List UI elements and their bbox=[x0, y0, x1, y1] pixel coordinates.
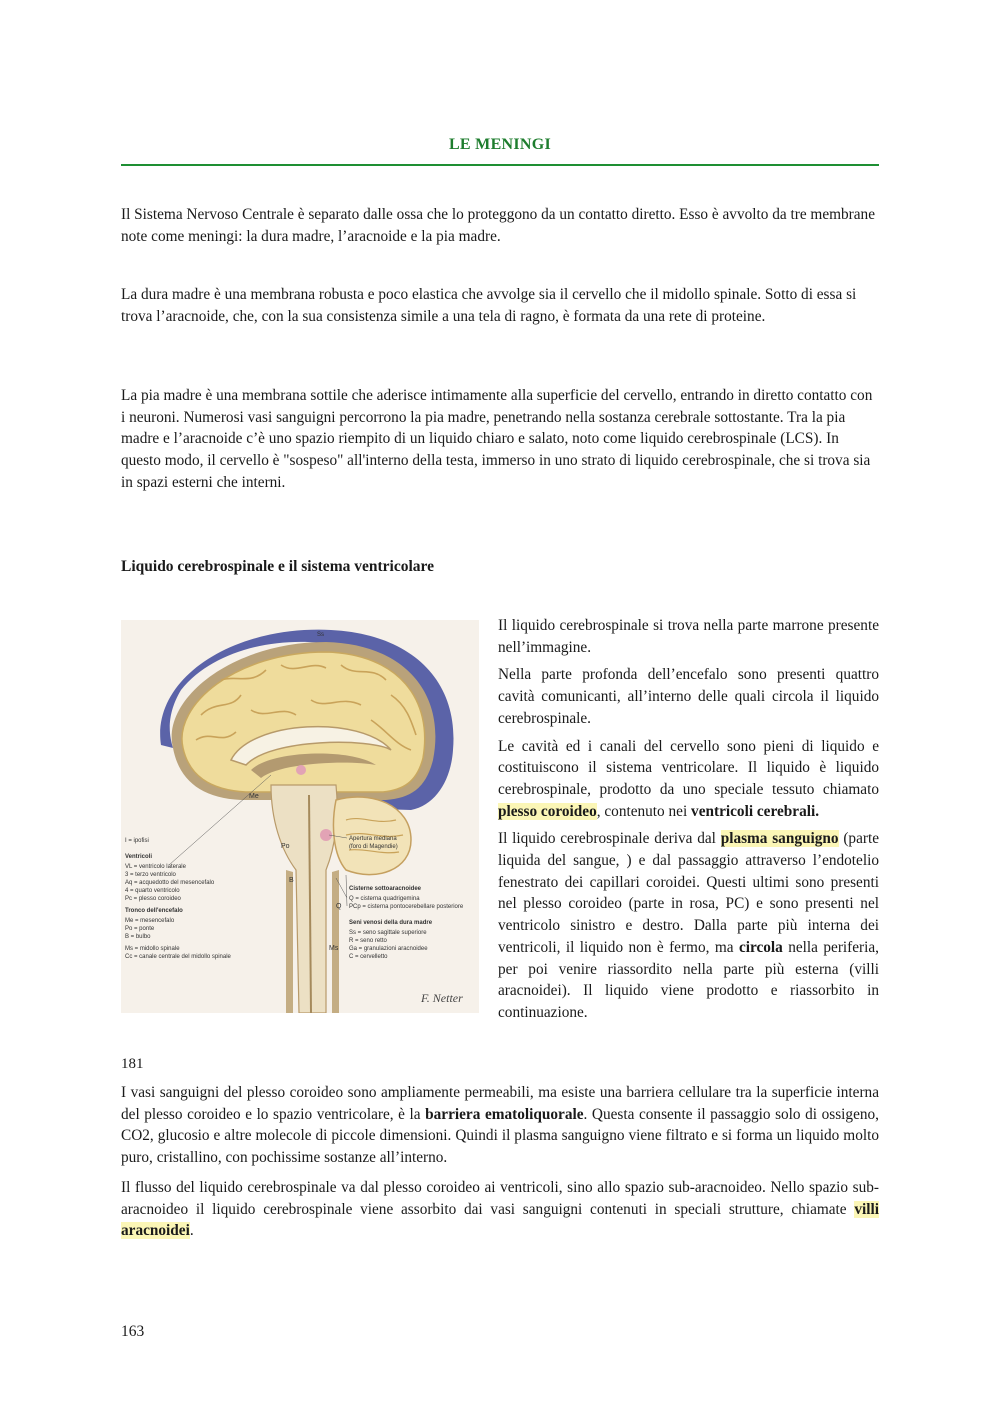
highlight-plesso-coroideo: plesso coroideo bbox=[498, 802, 597, 820]
section-paragraph-4 bbox=[498, 828, 879, 1023]
legend-right-0: Apertura mediana bbox=[349, 836, 397, 842]
legend-left-2: VL = ventricolo laterale bbox=[125, 864, 186, 870]
label-me: Me bbox=[249, 793, 259, 800]
legend-left-9: Po = ponte bbox=[125, 926, 155, 932]
legend-right-5: Seni venosi della dura madre bbox=[349, 920, 433, 926]
title-divider bbox=[121, 164, 879, 166]
label-b: B bbox=[289, 877, 294, 884]
p3-text-a: Le cavità ed i canali del cervello sono pieni di liquido e costituiscono il sistema ventricolare. Il liquido è liquido cerebrospinale, prodotto da uno speciale tessuto chiamato bbox=[498, 737, 879, 798]
legend-left-11: Ms = midollo spinale bbox=[125, 946, 180, 952]
intro-paragraph-2: La dura madre è una membrana robusta e poco elastica che avvolge sia il cervello che il midollo spinale. Sotto di essa si trova l’aracnoide, che, con la sua consistenza simile a una tela di ragno, è formata da una rete di proteine. bbox=[121, 286, 857, 325]
label-q: Q bbox=[336, 903, 342, 910]
legend-left-0: I = ipofisi bbox=[125, 838, 149, 844]
bottom-paragraph-1 bbox=[121, 1082, 879, 1169]
legend-right-2: Cisterne sottoaracnoidee bbox=[349, 886, 422, 892]
section-paragraph-3 bbox=[498, 736, 879, 823]
legend-left-1: Ventricoli bbox=[125, 854, 153, 860]
label-ms: Ms bbox=[329, 945, 339, 952]
right-column-text bbox=[498, 615, 879, 1030]
bottom-paragraph-2 bbox=[121, 1177, 879, 1242]
label-ss: Ss bbox=[317, 632, 325, 638]
page-title: LE MENINGI bbox=[448, 136, 552, 153]
figure-number: 181 bbox=[121, 1056, 144, 1072]
legend-left-3: 3 = terzo ventricolo bbox=[125, 872, 176, 878]
brain-illustration bbox=[121, 620, 479, 1013]
legend-left-6: Pc = plesso coroideo bbox=[125, 896, 181, 902]
section-heading: Liquido cerebrospinale e il sistema ventricolare bbox=[121, 558, 434, 575]
p4-text-b: (parte liquida del sangue, ) e dal passaggio attraverso l’endotelio fenestrato dei capillari coroidei. Questi ultimi sono presenti nel plesso coroideo (parte in rosa, PC) e sono presenti nel ventricolo sinistro e destro. Dalla parte più interna dei ventricoli, il liquido non è fermo, ma bbox=[498, 830, 879, 956]
p4-text-a: Il liquido cerebrospinale deriva dal bbox=[498, 830, 721, 848]
artist-signature: F. Netter bbox=[421, 991, 463, 1005]
legend-right-7: R = seno retto bbox=[349, 938, 387, 944]
legend-left-10: B = bulbo bbox=[125, 934, 151, 940]
legend-left-12: Cc = canale centrale del midollo spinale bbox=[125, 954, 231, 960]
label-po: Po bbox=[281, 843, 290, 850]
intro-paragraph-3: La pia madre è una membrana sottile che aderisce intimamente alla superficie del cervello, entrando in diretto contatto con i neuroni. Numerosi vasi sanguigni percorrono la pia madre, penetrando nella sostanza cerebrale sottostante. Tra la pia madre e l’aracnoide c’è uno spazio riempito di un liquido chiaro e salato, noto come liquido cerebrospinale (LCS). In questo modo, il cervello è "sospeso" all'interno della testa, immerso in uno strato di liquido cerebrospinale, che si trova sia in spazi esterni che interni. bbox=[121, 387, 873, 491]
p4-text-c: nella periferia, per poi venire riassordito nella parte più esterna (villi aracnoidei). Il liquido viene prodotto e riassorbito in continuazione. bbox=[498, 938, 880, 1021]
legend-right-6: Ss = seno sagittale superiore bbox=[349, 930, 427, 936]
brain-ventricular-figure bbox=[121, 620, 479, 1013]
section-paragraph-2: Nella parte profonda dell’encefalo sono presenti quattro cavità comunicanti, all’interno delle quali circola il liquido cerebrospinale. bbox=[498, 666, 879, 727]
bottom-p1-text-b: . Questa consente il passaggio solo di ossigeno, CO2, glucosio e altre molecole di piccole dimensioni. Quindi il plasma sanguigno viene filtrato e si forma un liquido molto puro, cristallino, con pochissime sostanze all’interno. bbox=[121, 1105, 879, 1167]
bottom-p2-text-a: Il flusso del liquido cerebrospinale va dal plesso coroideo ai ventricoli, sino allo spazio sub-aracnoideo. Nello spazio sub-aracnoideo il liquido cerebrospinale viene assorbito dai vasi sanguigni contenuti in speciali strutture, chiamate bbox=[121, 1179, 879, 1218]
legend-right-3: Q = cisterna quadrigemina bbox=[349, 896, 420, 902]
bold-circola: circola bbox=[738, 938, 783, 956]
legend-right-4: PCp = cisterna pontocerebellare posteriore bbox=[349, 904, 464, 910]
legend-left-5: 4 = quarto ventricolo bbox=[125, 888, 180, 894]
page-number: 163 bbox=[121, 1323, 145, 1340]
legend-right-8: Ga = granulazioni aracnoidee bbox=[349, 946, 428, 952]
section-paragraph-1: Il liquido cerebrospinale si trova nella parte marrone presente nell’immagine. bbox=[498, 617, 879, 656]
bold-barriera-ematoliquorale: barriera ematoliquorale bbox=[425, 1105, 584, 1123]
bottom-p2-text-b: . bbox=[189, 1222, 194, 1240]
legend-left-8: Me = mesencefalo bbox=[125, 918, 175, 924]
legend-left-7: Tronco dell'encefalo bbox=[125, 908, 183, 914]
bottom-p1-text-a: I vasi sanguigni del plesso coroideo sono ampliamente permeabili, ma esiste una barriera cellulare tra la superficie interna del plesso coroideo e lo spazio ventricolare, è la bbox=[121, 1084, 879, 1123]
legend-left-4: Aq = acquedotto del mesencefalo bbox=[125, 880, 215, 886]
p3-text-b: , contenuto nei bbox=[596, 802, 692, 820]
highlight-villi-aracnoidei: villi aracnoidei bbox=[121, 1200, 879, 1240]
legend-right-9: C = cervelletto bbox=[349, 954, 388, 960]
bold-ventricoli-cerebrali: ventricoli cerebrali. bbox=[691, 802, 820, 820]
highlight-plasma-sanguigno: plasma sanguigno bbox=[720, 830, 839, 848]
intro-paragraph-1: Il Sistema Nervoso Centrale è separato dalle ossa che lo proteggono da un contatto diretto. Esso è avvolto da tre membrane note come meningi: la dura madre, l’aracnoide e la pia madre. bbox=[121, 206, 875, 245]
legend-right-1: (foro di Magendie) bbox=[349, 844, 398, 850]
